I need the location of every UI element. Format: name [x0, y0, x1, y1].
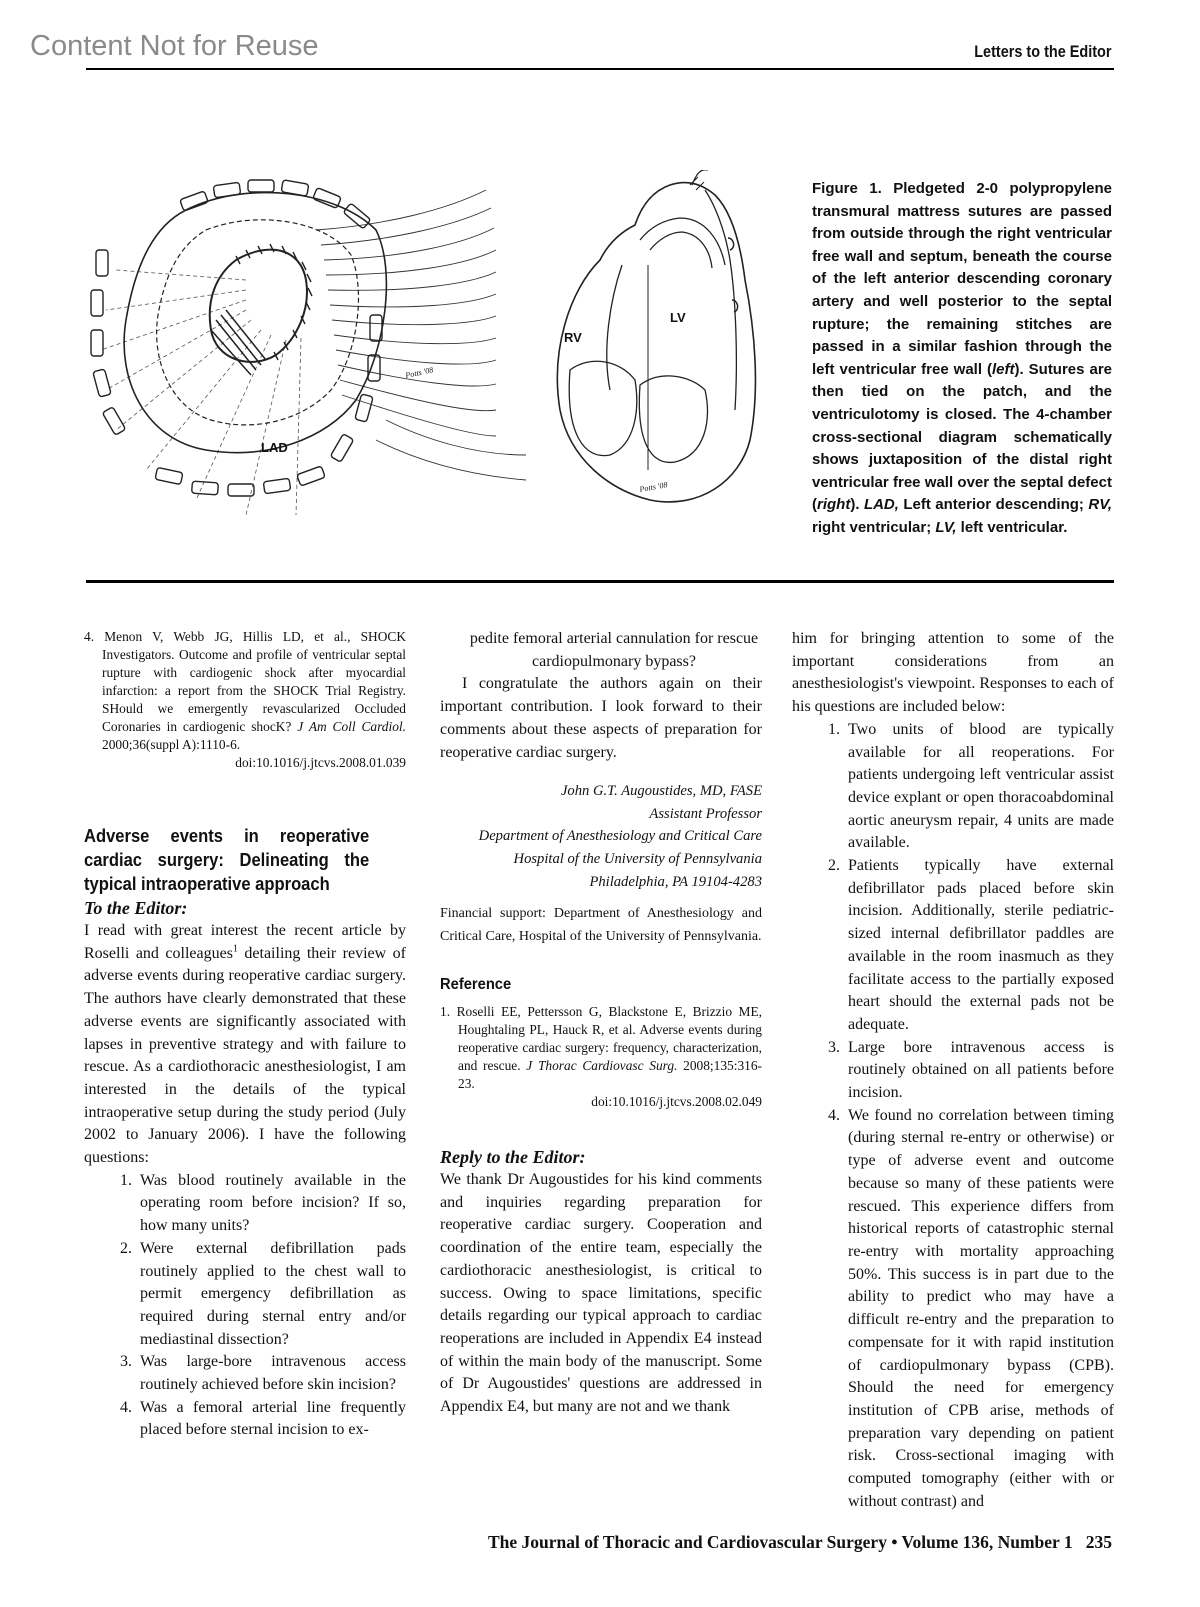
- caption-right-term: right: [817, 496, 851, 514]
- section-label: Letters to the Editor: [974, 42, 1112, 61]
- questions-list: [84, 1170, 406, 1442]
- answers-list: [792, 719, 1114, 1514]
- paragraph-text: I read with great interest the recent article by Roselli and colleagues: [84, 922, 406, 962]
- list-item: 1. Was blood routinely available in the operating room before incision? If so, how many units?: [136, 1170, 406, 1238]
- reference-text: 4. Menon V, Webb JG, Hillis LD, et al., SHOCK Investigators. Outcome and profile of ventricular septal rupture with cardiogenic shock after myocardial infarction: a report from the SHOCK Trial Registry. SHould we emergently revascularized Occluded Coronaries in cardiogenic shocK?: [84, 629, 406, 734]
- caption-text: Left anterior descending;: [898, 496, 1089, 514]
- author-institution: Hospital of the University of Pennsylvania: [513, 851, 762, 867]
- watermark: Content Not for Reuse: [30, 30, 319, 62]
- list-item: 4. Was a femoral arterial line frequently placed before sternal incision to ex-: [136, 1397, 406, 1442]
- list-item: 2. Patients typically have external defibrillator pads placed before skin incision. Additionally, sterile pediatric-sized internal defibrillator paddles are available in the room inasmuch as they facilitate access to the partially exposed heart should the external pads not be adequate.: [844, 855, 1114, 1037]
- header-rule: [86, 68, 1114, 70]
- article-title: Adverse events in reoperative cardiac surgery: Delineating the typical intraoperative approach: [84, 826, 370, 894]
- question-continuation: pedite femoral arterial cannulation for rescue cardiopulmonary bypass?: [469, 630, 759, 670]
- list-item: 2. Were external defibrillation pads routinely applied to the chest wall to permit emergency defibrillation as required during sternal entry and/or mediastinal dissection?: [136, 1238, 406, 1352]
- reference-doi: doi:10.1016/j.jtcvs.2008.01.039: [235, 755, 406, 770]
- reference-heading: Reference: [440, 976, 512, 994]
- reply-salutation: Reply to the Editor:: [440, 1147, 586, 1168]
- reference-1: [440, 1003, 762, 1111]
- funding-note: Financial support: Department of Anesthesiology and Critical Care, Hospital of the University of Pennsylvania.: [440, 906, 762, 944]
- column-3: [792, 628, 1114, 1513]
- reply-paragraph: We thank Dr Augoustides for his kind comments and inquiries regarding preparation for reoperative cardiac surgery. Cooperation and coordination of the entire team, especially the cardiothoracic anesthesiologist, is critical to success. Owing to space limitations, specific details regarding our typical approach to cardiac reoperations are included in Appendix E4 instead of within the main body of the manuscript. Some of Dr Augoustides' questions are addressed in Appendix E4, but many are not and we thank: [440, 1171, 762, 1416]
- lad-label: LAD: [261, 440, 288, 455]
- reply-continuation: him for bringing attention to some of the important considerations from an anesthesiologist's viewpoint. Responses to each of his questions are included below:: [792, 630, 1114, 716]
- column-2: [440, 628, 762, 1419]
- author-city: Philadelphia, PA 19104-4283: [589, 873, 762, 890]
- reference-text: 1. Roselli EE, Pettersson G, Blackstone E, Brizzio ME, Houghtaling PL, Hauck R, et al. Adverse events during reoperative cardiac surgery: frequency, characterization, and rescue.: [440, 1004, 762, 1074]
- page-footer: The Journal of Thoracic and Cardiovascular Surgery • Volume 136, Number 1 235: [487, 1532, 1112, 1552]
- list-item: 3. Large bore intravenous access is routinely obtained on all patients before incision.: [844, 1037, 1114, 1105]
- right-figure-signature: Potts '08: [638, 480, 669, 494]
- column-1: [84, 628, 406, 1442]
- left-figure-signature: Potts '08: [404, 365, 434, 380]
- caption-text: right ventricular;: [812, 518, 936, 536]
- reference-journal: J Thorac Cardiovasc Surg.: [526, 1058, 678, 1074]
- four-chamber-diagram: [540, 170, 780, 515]
- caption-text: ).: [850, 496, 864, 514]
- author-title: Assistant Professor: [649, 805, 762, 822]
- caption-abbr: LV,: [935, 518, 957, 536]
- caption-abbr: LAD,: [863, 496, 899, 514]
- list-item: 4. We found no correlation between timing (during sternal re-entry or otherwise) or type of adverse event and outcome because so many of these patients were rescued. This experience differs from historical reports of catastrophic sternal re-entry with mortality approaching 50%. This success is in part due to the ability to predict who may have a difficult re-entry and the preparation to compensate for it with rapid institution of cardiopulmonary bypass (CPB). Should the need for emergency institution of CPB arise, methods of preparation vary depending on patient risk. Cross-sectional imaging with computed tomography (either with or without contrast) and: [844, 1105, 1114, 1514]
- list-item: 3. Was large-bore intravenous access routinely achieved before skin incision?: [136, 1351, 406, 1396]
- letter-paragraph: I congratulate the authors again on their important contribution. I look forward to their comments about these aspects of preparation for reoperative cardiac surgery.: [440, 675, 762, 761]
- salutation: To the Editor:: [84, 898, 188, 918]
- caption-text: Figure 1. Pledgeted 2-0 polypropylene transmural mattress sutures are passed from outside through the right ventricular free wall and septum, beneath the course of the left anterior descending coronary artery and well posterior to the septal rupture; the remaining stitches are passed in a similar fashion through the left ventricular free wall (: [812, 180, 1112, 378]
- author-name: John G.T. Augoustides, MD, FASE: [560, 783, 762, 800]
- caption-text: ). Sutures are then tied on the patch, and the ventriculotomy is closed. The 4-chamber cross-sectional diagram schematically shows juxtaposition of the distal right ventricular free wall over the septal defect (: [812, 360, 1112, 514]
- lv-label: LV: [670, 310, 686, 325]
- surgical-illustration: [86, 170, 526, 540]
- list-item: 1. Two units of blood are typically available for all reoperations. For patients undergoing left ventricular assist device explant or open thoracoabdominal aortic aneurysm repair, 4 units are made available.: [844, 719, 1114, 855]
- rv-label: RV: [564, 330, 582, 345]
- reference-doi: doi:10.1016/j.jtcvs.2008.02.049: [591, 1094, 762, 1110]
- caption-text: left ventricular.: [956, 518, 1068, 536]
- reference-4: [84, 628, 406, 772]
- reference-journal: J Am Coll Cardiol.: [297, 719, 406, 734]
- author-department: Department of Anesthesiology and Critical Care: [478, 828, 762, 845]
- citation-superscript: 1: [232, 943, 238, 955]
- paragraph-text: detailing their review of adverse events during reoperative cardiac surgery. The authors have clearly demonstrated that these adverse events are significantly associated with lapses in preventive strategy and with failure to rescue. As a cardiothoracic anesthesiologist, I am interested in the details of the typical intraoperative setup during the study period (July 2002 to January 2006). I have the following questions:: [84, 944, 406, 1167]
- caption-abbr: RV,: [1088, 496, 1112, 514]
- reference-text: 2000;36(suppl A):1110-6.: [102, 737, 241, 752]
- reference-text: 2008;135:316-23.: [458, 1058, 762, 1092]
- figure-caption: [812, 178, 1112, 540]
- letter-paragraph: [84, 920, 406, 1170]
- caption-left-term: left: [992, 360, 1015, 378]
- figure-rule: [86, 580, 1114, 583]
